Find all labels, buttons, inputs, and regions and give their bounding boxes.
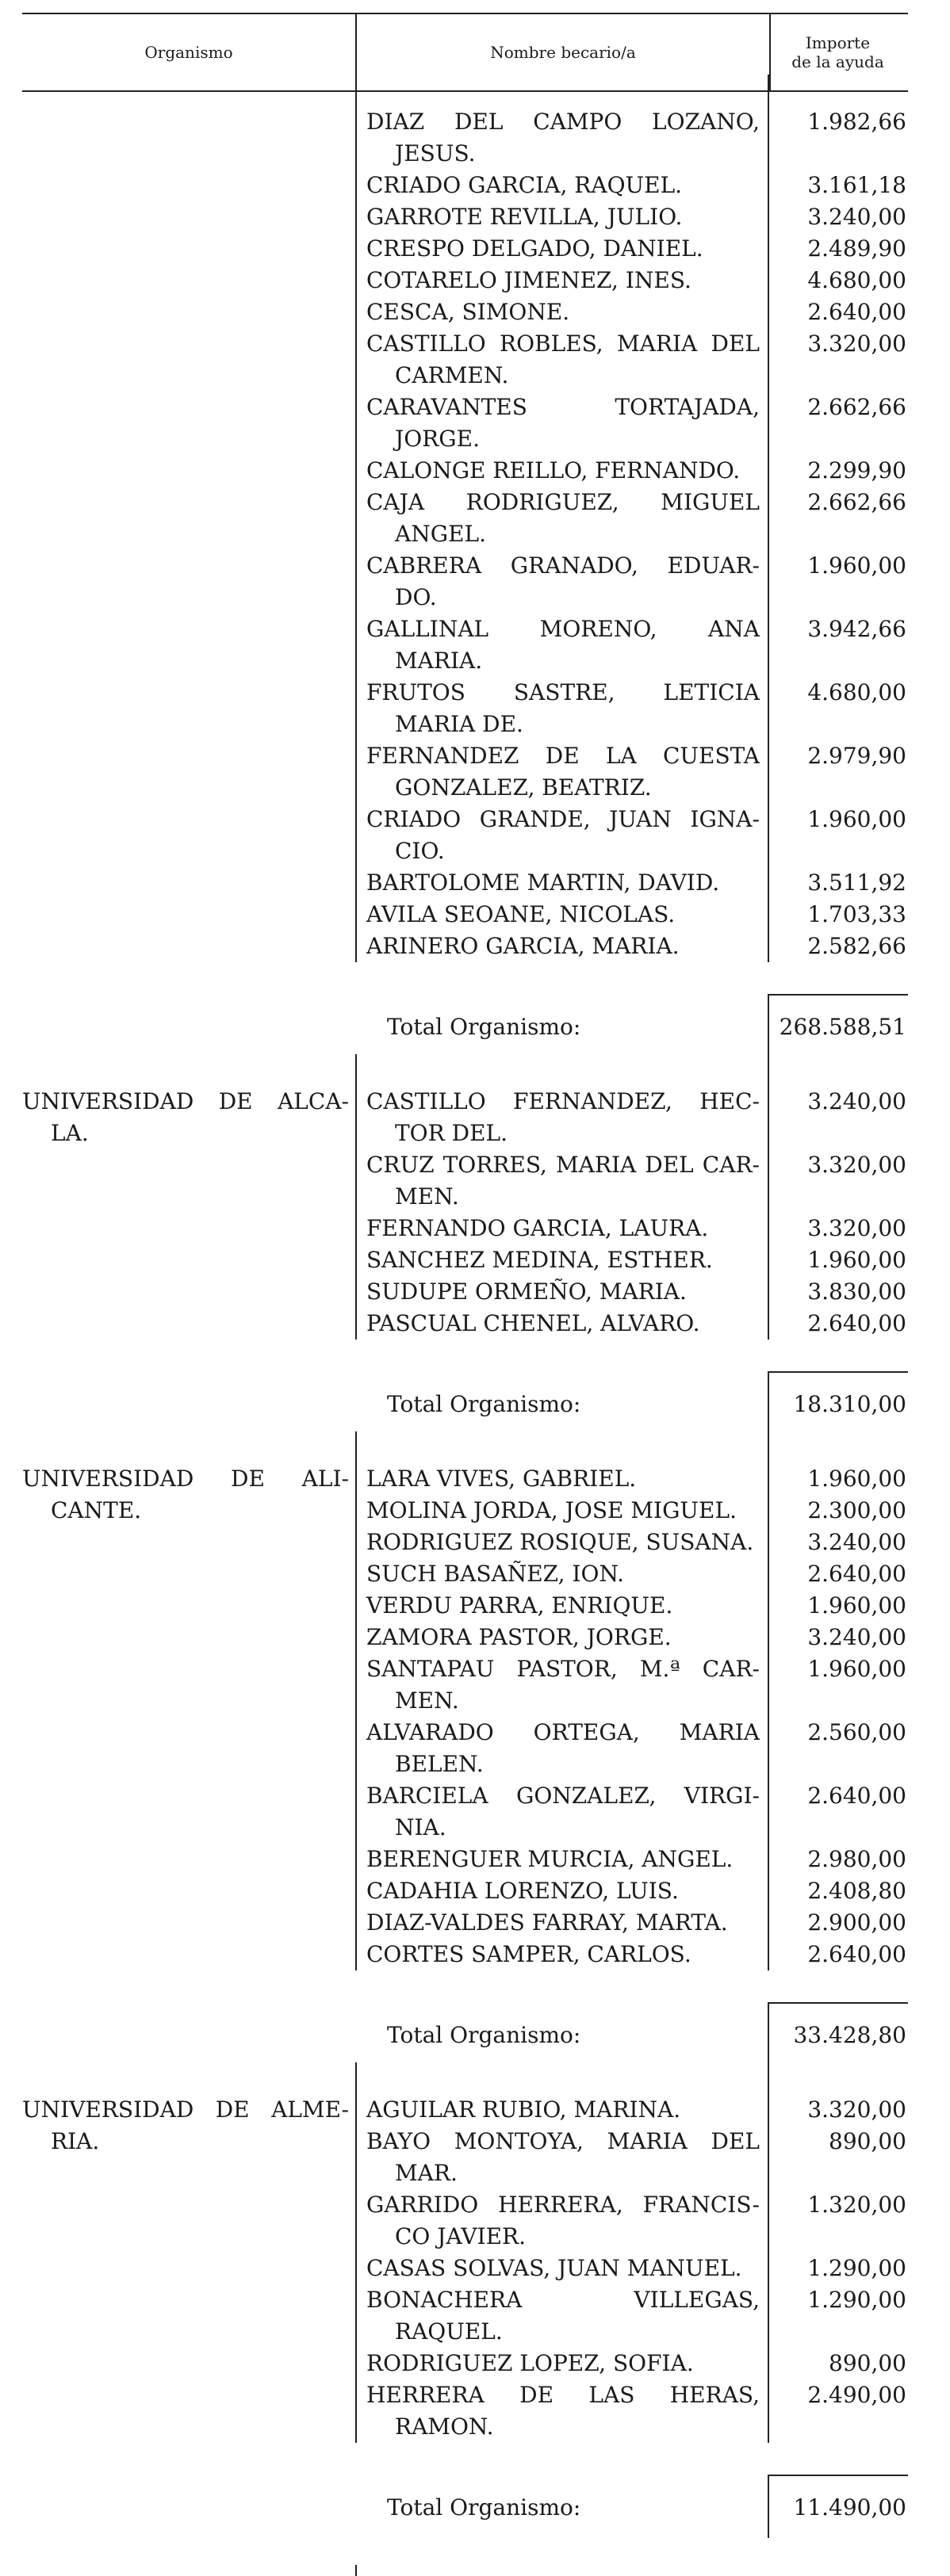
importe-value: 1.960,00 <box>807 1247 906 1273</box>
becario-name <box>366 1780 760 1844</box>
column-rule <box>768 2062 769 2443</box>
becario-name <box>366 2253 760 2284</box>
becario-name <box>366 804 760 867</box>
table-row <box>22 2189 908 2253</box>
becario-name-line: CORTES SAMPER, CARLOS. <box>366 1941 691 1967</box>
importe-value: 2.900,00 <box>807 1909 906 1936</box>
table-row <box>22 1717 908 1780</box>
table-row <box>22 392 908 455</box>
becario-name-line: CRESPO DELGADO, DANIEL. <box>366 235 703 262</box>
importe-value: 1.960,00 <box>807 806 906 832</box>
becario-name-line: GARRIDO HERRERA, FRANCIS- <box>366 2192 760 2218</box>
column-rule <box>768 2475 769 2538</box>
row-spacer <box>22 1986 908 2002</box>
importe-value: 890,00 <box>829 2350 906 2376</box>
organismo-name-line: CANTE. <box>51 1497 142 1523</box>
table-header <box>22 14 908 92</box>
becario-name-line: CIO. <box>395 838 445 864</box>
importe-value: 2.662,66 <box>807 394 906 420</box>
becario-name <box>366 1939 760 1970</box>
table-row <box>22 487 908 550</box>
becario-name <box>366 931 760 962</box>
becario-name <box>366 2348 760 2379</box>
group-gap <box>22 1435 908 1447</box>
becario-name-line: LARA VIVES, GABRIEL. <box>366 1466 637 1492</box>
table-row <box>22 931 908 962</box>
table-row <box>22 1213 908 1244</box>
total-organismo-value: 11.490,00 <box>793 2494 906 2521</box>
becario-name-line: MEN. <box>395 1183 459 1210</box>
becario-name-line: CALONGE REILLO, FERNANDO. <box>366 457 741 483</box>
importe-value: 2.299,90 <box>807 457 906 483</box>
becario-name <box>366 296 760 328</box>
total-rule <box>768 1371 908 1373</box>
column-rule <box>768 994 769 1057</box>
becario-name-line: MEN. <box>395 1687 459 1714</box>
importe-value: 1.960,00 <box>807 1592 906 1619</box>
organismo-group <box>22 2078 908 2551</box>
importe-value: 4.680,00 <box>807 267 906 293</box>
total-organismo-value: 268.588,51 <box>779 1014 906 1040</box>
column-rule <box>355 75 357 962</box>
becario-name <box>366 1276 760 1308</box>
header-importe: Importe de la ayuda <box>791 33 884 71</box>
table-row <box>22 106 908 170</box>
becario-name-line: ANGEL. <box>395 521 487 547</box>
becario-name-line: CO JAVIER. <box>395 2223 527 2249</box>
group-gap <box>22 2066 908 2078</box>
table-row <box>22 867 908 899</box>
becario-name-line: CABRERA GRANADO, EDUAR- <box>366 552 760 579</box>
becario-name <box>366 1463 760 1495</box>
importe-value: 2.980,00 <box>807 1846 906 1872</box>
table-row <box>22 1276 908 1308</box>
becario-name <box>366 2189 760 2253</box>
table-row <box>22 265 908 296</box>
importe-value: 3.240,00 <box>807 1088 906 1114</box>
becario-name-line: ARINERO GARCIA, MARIA. <box>366 933 680 959</box>
becario-name <box>366 613 760 677</box>
organismo-group <box>22 1447 908 2078</box>
column-rule-tail <box>355 2565 357 2576</box>
table-row <box>22 740 908 804</box>
becario-name <box>366 1495 760 1527</box>
becario-name-line: VERDU PARRA, ENRIQUE. <box>366 1592 673 1619</box>
becario-name <box>366 1653 760 1717</box>
becario-name-line: PASCUAL CHENEL, ALVARO. <box>366 1310 700 1336</box>
table-row <box>22 1653 908 1717</box>
importe-value: 2.640,00 <box>807 1941 906 1967</box>
becario-name-line: CESCA, SIMONE. <box>366 299 570 325</box>
importe-value: 4.680,00 <box>807 679 906 705</box>
column-rule <box>768 1371 769 1435</box>
becario-name-line: MAR. <box>395 2160 458 2186</box>
total-organismo-row <box>22 2475 908 2538</box>
importe-value: 2.300,00 <box>807 1497 906 1523</box>
becario-name <box>366 1717 760 1780</box>
becario-name-line: RODRIGUEZ LOPEZ, SOFIA. <box>366 2350 694 2376</box>
table-row <box>22 2126 908 2189</box>
importe-value: 3.320,00 <box>807 331 906 357</box>
becario-name <box>366 740 760 804</box>
becario-name-line: ALVARADO ORTEGA, MARIA <box>366 1719 760 1745</box>
column-rule <box>768 2002 769 2066</box>
importe-value: 2.560,00 <box>807 1719 906 1745</box>
becario-name <box>366 2379 760 2443</box>
becario-name-line: DO. <box>395 584 437 610</box>
table-row <box>22 550 908 613</box>
becario-name <box>366 1527 760 1558</box>
becario-name-line: ZAMORA PASTOR, JORGE. <box>366 1624 672 1650</box>
column-rule <box>355 1431 357 1970</box>
becario-name <box>366 201 760 233</box>
becario-name-line: BELEN. <box>395 1751 484 1777</box>
table-row <box>22 2284 908 2348</box>
becario-name <box>366 1844 760 1875</box>
importe-value: 3.240,00 <box>807 1529 906 1555</box>
becario-name-line: CADAHIA LORENZO, LUIS. <box>366 1878 679 1904</box>
table-row <box>22 1527 908 1558</box>
becario-name <box>366 1308 760 1340</box>
importe-value: 1.982,66 <box>807 109 906 135</box>
becario-name-line: CARAVANTES TORTAJADA, <box>366 394 760 420</box>
becario-name <box>366 2094 760 2126</box>
header-organismo: Organismo <box>144 43 233 62</box>
group-gap <box>22 2538 908 2551</box>
importe-value: 3.320,00 <box>807 2096 906 2123</box>
importe-value: 2.489,90 <box>807 235 906 262</box>
becario-name-line: CASTILLO ROBLES, MARIA DEL <box>366 331 760 357</box>
becario-name <box>366 1590 760 1622</box>
importe-value: 890,00 <box>829 2128 906 2154</box>
organismo-group <box>22 1070 908 1447</box>
table-row <box>22 2348 908 2379</box>
importe-value: 1.960,00 <box>807 552 906 579</box>
becario-name-line: TOR DEL. <box>395 1120 508 1146</box>
becario-name-line: SANCHEZ MEDINA, ESTHER. <box>366 1247 713 1273</box>
becario-name-line: MARIA. <box>395 648 483 674</box>
importe-value: 3.240,00 <box>807 204 906 230</box>
column-rule <box>768 1431 769 1970</box>
becario-name-line: HERRERA DE LAS HERAS, <box>366 2382 760 2408</box>
table-row <box>22 455 908 487</box>
total-rule <box>768 2002 908 2004</box>
becario-name <box>366 899 760 931</box>
becario-name-line: CASTILLO FERNANDEZ, HEC- <box>366 1088 760 1114</box>
importe-value: 1.960,00 <box>807 1656 906 1682</box>
table-row <box>22 2379 908 2443</box>
row-spacer <box>22 1355 908 1371</box>
table-row <box>22 2094 908 2126</box>
table-row <box>22 1086 908 1149</box>
becario-name-line: CRIADO GRANDE, JUAN IGNA- <box>366 806 760 832</box>
table-row <box>22 804 908 867</box>
becario-name-line: RODRIGUEZ ROSIQUE, SUSANA. <box>366 1529 754 1555</box>
column-rule <box>355 2062 357 2443</box>
importe-value: 2.979,90 <box>807 743 906 769</box>
total-organismo-label: Total Organismo: <box>387 1391 581 1417</box>
column-rule <box>768 1054 769 1340</box>
importe-value: 2.640,00 <box>807 1561 906 1587</box>
importe-value: 3.942,66 <box>807 616 906 642</box>
becario-name-line: RAMON. <box>395 2414 494 2440</box>
importe-value: 3.830,00 <box>807 1278 906 1305</box>
becario-name <box>366 455 760 487</box>
organismo-name-line: UNIVERSIDAD DE ALME- <box>22 2096 349 2123</box>
becario-name-line: COTARELO JIMENEZ, INES. <box>366 267 691 293</box>
total-organismo-value: 18.310,00 <box>793 1391 906 1417</box>
becario-name <box>366 1907 760 1939</box>
becario-name <box>366 1086 760 1149</box>
total-organismo-label: Total Organismo: <box>387 1014 581 1040</box>
becario-name <box>366 1622 760 1653</box>
total-organismo-label: Total Organismo: <box>387 2022 581 2048</box>
table-row <box>22 296 908 328</box>
becario-name-line: BARTOLOME MARTIN, DAVID. <box>366 869 720 896</box>
becario-name <box>366 2284 760 2348</box>
total-organismo-row <box>22 994 908 1057</box>
becario-name-line: BONACHERA VILLEGAS, <box>366 2287 760 2313</box>
becario-name <box>366 1213 760 1244</box>
table-row <box>22 1495 908 1527</box>
becario-name <box>366 550 760 613</box>
becario-name-line: GALLINAL MORENO, ANA <box>366 616 760 642</box>
importe-value: 2.640,00 <box>807 299 906 325</box>
total-organismo-row <box>22 1371 908 1435</box>
table-row <box>22 1558 908 1590</box>
table-row <box>22 613 908 677</box>
table-row <box>22 1907 908 1939</box>
column-rule <box>768 75 769 962</box>
row-spacer <box>22 2459 908 2475</box>
column-rule <box>355 1054 357 1340</box>
becario-name <box>366 2126 760 2189</box>
becario-name-line: SUCH BASAÑEZ, ION. <box>366 1561 625 1587</box>
becario-name-line: DIAZ-VALDES FARRAY, MARTA. <box>366 1909 728 1936</box>
importe-value: 1.290,00 <box>807 2255 906 2281</box>
table-row <box>22 677 908 740</box>
table-row <box>22 170 908 201</box>
becario-name <box>366 392 760 455</box>
importe-value: 2.408,80 <box>807 1878 906 1904</box>
importe-value: 3.240,00 <box>807 1624 906 1650</box>
importe-value: 3.161,18 <box>807 172 906 198</box>
importe-value: 2.582,66 <box>807 933 906 959</box>
becario-rows <box>22 2078 908 2459</box>
becario-name-line: AVILA SEOANE, NICOLAS. <box>366 901 676 927</box>
becario-rows <box>22 90 908 978</box>
table-row <box>22 899 908 931</box>
becario-rows <box>22 1447 908 1986</box>
becario-name-line: CAJA RODRIGUEZ, MIGUEL <box>366 489 760 515</box>
table-row <box>22 233 908 265</box>
total-organismo-row <box>22 2002 908 2066</box>
importe-value: 3.320,00 <box>807 1152 906 1178</box>
becario-rows <box>22 1070 908 1355</box>
becario-name-line: FRUTOS SASTRE, LETICIA <box>366 679 760 705</box>
importe-value: 1.320,00 <box>807 2192 906 2218</box>
row-spacer <box>22 978 908 994</box>
total-organismo-value: 33.428,80 <box>793 2022 906 2048</box>
table-row <box>22 1463 908 1495</box>
becario-name-line: BARCIELA GONZALEZ, VIRGI- <box>366 1783 760 1809</box>
becario-name-line: BAYO MONTOYA, MARIA DEL <box>366 2128 760 2154</box>
table-row <box>22 1844 908 1875</box>
table-body <box>22 90 908 2562</box>
becario-name-line: MARIA DE. <box>395 711 523 737</box>
becario-name-line: NIA. <box>395 1814 446 1840</box>
total-rule <box>768 2475 908 2476</box>
importe-value: 1.703,33 <box>807 901 906 927</box>
table-row <box>22 1875 908 1907</box>
becario-name <box>366 677 760 740</box>
importe-value: 1.290,00 <box>807 2287 906 2313</box>
becario-name <box>366 1244 760 1276</box>
importe-value: 3.320,00 <box>807 1215 906 1241</box>
becario-name-line: BERENGUER MURCIA, ANGEL. <box>366 1846 734 1872</box>
table-row <box>22 1149 908 1213</box>
becario-name-line: JORGE. <box>395 426 480 452</box>
becario-name-line: JESUS. <box>395 140 476 166</box>
becario-name <box>366 867 760 899</box>
becario-name <box>366 170 760 201</box>
table-row <box>22 1622 908 1653</box>
becario-name <box>366 328 760 392</box>
table-row <box>22 1244 908 1276</box>
becario-name-line: CRUZ TORRES, MARIA DEL CAR- <box>366 1152 760 1178</box>
organismo-name-line: LA. <box>51 1120 89 1146</box>
becario-name-line: FERNANDO GARCIA, LAURA. <box>366 1215 709 1241</box>
becario-name-line: MOLINA JORDA, JOSE MIGUEL. <box>366 1497 737 1523</box>
header-nombre-becario: Nombre becario/a <box>355 14 771 90</box>
importe-value: 2.490,00 <box>807 2382 906 2408</box>
importe-value: 3.511,92 <box>807 869 906 896</box>
becario-name <box>366 1875 760 1907</box>
group-gap <box>22 1057 908 1070</box>
becario-name-line: GONZALEZ, BEATRIZ. <box>395 774 652 801</box>
becario-name <box>366 265 760 296</box>
total-rule <box>768 994 908 996</box>
becario-name-line: CRIADO GARCIA, RAQUEL. <box>366 172 683 198</box>
becario-name-line: SANTAPAU PASTOR, M.ª CAR- <box>366 1656 760 1682</box>
organismo-name-line: RIA. <box>51 2128 100 2154</box>
table-row <box>22 1780 908 1844</box>
organismo-name-line: UNIVERSIDAD DE ALI- <box>22 1466 349 1492</box>
becario-name-line: FERNANDEZ DE LA CUESTA <box>366 743 760 769</box>
table-row <box>22 1590 908 1622</box>
becario-name <box>366 1149 760 1213</box>
table-row <box>22 1308 908 1340</box>
becario-name-line: DIAZ DEL CAMPO LOZANO, <box>366 109 760 135</box>
importe-value: 2.662,66 <box>807 489 906 515</box>
importe-value: 2.640,00 <box>807 1783 906 1809</box>
table-row <box>22 2253 908 2284</box>
becario-name <box>366 1558 760 1590</box>
becario-name <box>366 233 760 265</box>
becario-name-line: GARROTE REVILLA, JULIO. <box>366 204 683 230</box>
table-row <box>22 328 908 392</box>
becario-name-line: CASAS SOLVAS, JUAN MANUEL. <box>366 2255 742 2281</box>
becario-name <box>366 487 760 550</box>
becario-name-line: SUDUPE ORMEÑO, MARIA. <box>366 1278 687 1305</box>
organismo-group <box>22 90 908 1070</box>
becario-name <box>366 106 760 170</box>
total-organismo-label: Total Organismo: <box>387 2494 581 2521</box>
importe-value: 1.960,00 <box>807 1466 906 1492</box>
becario-name-line: AGUILAR RUBIO, MARINA. <box>366 2096 681 2123</box>
becario-name-line: CARMEN. <box>395 362 509 388</box>
becario-name-line: RAQUEL. <box>395 2318 503 2345</box>
importe-value: 2.640,00 <box>807 1310 906 1336</box>
table-row <box>22 1939 908 1970</box>
organismo-name-line: UNIVERSIDAD DE ALCA- <box>22 1088 349 1114</box>
table-row <box>22 201 908 233</box>
